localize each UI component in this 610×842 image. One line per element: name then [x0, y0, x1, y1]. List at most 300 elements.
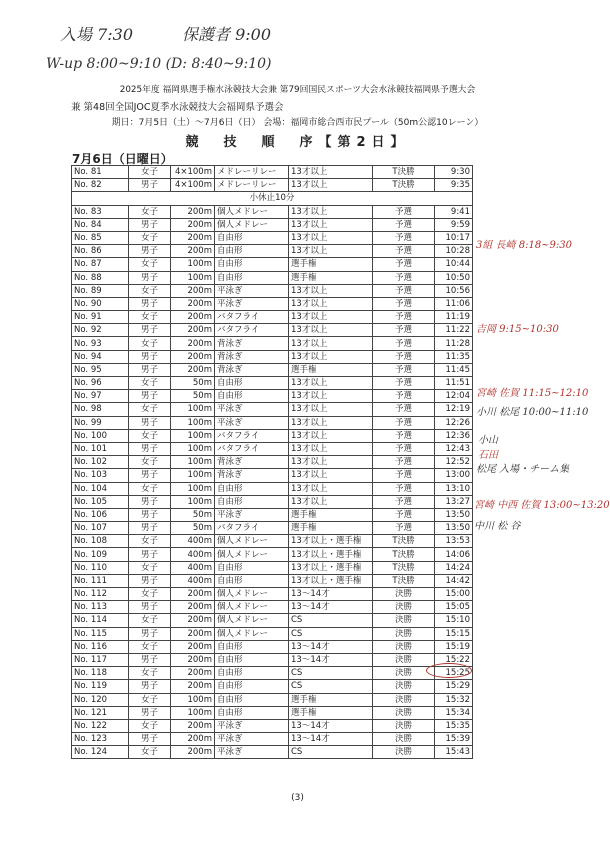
- start-time: 9:35: [435, 179, 473, 192]
- sex: 男子: [129, 390, 171, 403]
- stroke: 自由形: [215, 561, 289, 574]
- table-row: [72, 614, 473, 627]
- stroke: 個人メドレー: [215, 218, 289, 231]
- stroke: 平泳ぎ: [215, 733, 289, 746]
- distance: 100m: [171, 706, 215, 719]
- distance: 100m: [171, 258, 215, 271]
- start-time: 15:34: [435, 706, 473, 719]
- category: 13才以上: [289, 166, 373, 179]
- event-number: No. 100: [72, 429, 129, 442]
- sex: 女子: [129, 614, 171, 627]
- stroke: バタフライ: [215, 442, 289, 455]
- category: 13才以上・選手権: [289, 535, 373, 548]
- category: 13才以上: [289, 324, 373, 337]
- event-number: No. 85: [72, 231, 129, 244]
- category: 13才以上: [289, 337, 373, 350]
- round: 予選: [373, 416, 435, 429]
- category: 選手権: [289, 693, 373, 706]
- start-time: 9:30: [435, 166, 473, 179]
- category: CS: [289, 627, 373, 640]
- round: 予選: [373, 231, 435, 244]
- start-time: 15:05: [435, 601, 473, 614]
- category: 13才以上: [289, 284, 373, 297]
- table-row: [72, 522, 473, 535]
- start-time: 10:44: [435, 258, 473, 271]
- round: 決勝: [373, 693, 435, 706]
- event-number: No. 121: [72, 706, 129, 719]
- table-row: [72, 324, 473, 337]
- margin-note: 小山: [478, 435, 498, 446]
- distance: 400m: [171, 535, 215, 548]
- event-number: No. 114: [72, 614, 129, 627]
- start-time: 14:24: [435, 561, 473, 574]
- sex: 女子: [129, 561, 171, 574]
- round: 予選: [373, 245, 435, 258]
- round: 予選: [373, 205, 435, 218]
- event-number: No. 112: [72, 588, 129, 601]
- sex: 男子: [129, 508, 171, 521]
- distance: 200m: [171, 601, 215, 614]
- table-row: [72, 719, 473, 732]
- round: 予選: [373, 390, 435, 403]
- margin-note: 宮崎 佐賀 11:15~12:10: [476, 388, 589, 399]
- stroke: 個人メドレー: [215, 627, 289, 640]
- round: T決勝: [373, 561, 435, 574]
- stroke: 自由形: [215, 482, 289, 495]
- category: CS: [289, 614, 373, 627]
- stroke: 平泳ぎ: [215, 284, 289, 297]
- table-row: [72, 179, 473, 192]
- stroke: 個人メドレー: [215, 601, 289, 614]
- header-line-1: 2025年度 福岡県選手権水泳競技大会兼 第79回国民スポーツ大会水泳競技福岡県予選大会: [119, 85, 476, 95]
- distance: 200m: [171, 311, 215, 324]
- table-row: [72, 693, 473, 706]
- event-number: No. 101: [72, 442, 129, 455]
- table-row: [72, 363, 473, 376]
- start-time: 13:53: [435, 535, 473, 548]
- distance: 100m: [171, 429, 215, 442]
- schedule-table: [71, 165, 473, 759]
- stroke: 個人メドレー: [215, 535, 289, 548]
- stroke: 自由形: [215, 271, 289, 284]
- table-row: [72, 350, 473, 363]
- round: 決勝: [373, 719, 435, 732]
- sex: 男子: [129, 680, 171, 693]
- start-time: 11:28: [435, 337, 473, 350]
- event-number: No. 97: [72, 390, 129, 403]
- category: 13才以上: [289, 245, 373, 258]
- start-time: 15:19: [435, 640, 473, 653]
- start-time: 12:04: [435, 390, 473, 403]
- stroke: 個人メドレー: [215, 588, 289, 601]
- event-number: No. 94: [72, 350, 129, 363]
- start-time: 12:52: [435, 456, 473, 469]
- category: 13才以上: [289, 205, 373, 218]
- round: 予選: [373, 218, 435, 231]
- distance: 100m: [171, 469, 215, 482]
- category: 選手権: [289, 258, 373, 271]
- event-number: No. 117: [72, 653, 129, 666]
- stroke: 個人メドレー: [215, 614, 289, 627]
- sex: 女子: [129, 535, 171, 548]
- distance: 100m: [171, 693, 215, 706]
- stroke: 自由形: [215, 706, 289, 719]
- distance: 50m: [171, 522, 215, 535]
- stroke: 自由形: [215, 680, 289, 693]
- stroke: バタフライ: [215, 324, 289, 337]
- event-number: No. 110: [72, 561, 129, 574]
- table-row: [72, 535, 473, 548]
- round: 予選: [373, 377, 435, 390]
- event-number: No. 91: [72, 311, 129, 324]
- category: 13～14才: [289, 719, 373, 732]
- table-row: [72, 680, 473, 693]
- event-number: No. 103: [72, 469, 129, 482]
- distance: 100m: [171, 403, 215, 416]
- category: CS: [289, 680, 373, 693]
- event-number: No. 83: [72, 205, 129, 218]
- table-row: [72, 403, 473, 416]
- stroke: 平泳ぎ: [215, 416, 289, 429]
- table-row: [72, 429, 473, 442]
- start-time: 14:06: [435, 548, 473, 561]
- event-number: No. 96: [72, 377, 129, 390]
- stroke: バタフライ: [215, 311, 289, 324]
- event-number: No. 82: [72, 179, 129, 192]
- distance: 200m: [171, 640, 215, 653]
- round: 決勝: [373, 588, 435, 601]
- stroke: 平泳ぎ: [215, 508, 289, 521]
- stroke: 自由形: [215, 258, 289, 271]
- start-time: 15:32: [435, 693, 473, 706]
- stroke: 個人メドレー: [215, 548, 289, 561]
- header-line-2: 兼 第48回全国JOC夏季水泳競技大会福岡県予選会: [71, 102, 284, 113]
- round: 予選: [373, 363, 435, 376]
- event-number: No. 124: [72, 746, 129, 759]
- event-number: No. 105: [72, 495, 129, 508]
- round: T決勝: [373, 548, 435, 561]
- start-time: 12:26: [435, 416, 473, 429]
- circle-annotation: [426, 663, 472, 678]
- event-number: No. 123: [72, 733, 129, 746]
- start-time: 12:36: [435, 429, 473, 442]
- distance: 100m: [171, 271, 215, 284]
- start-time: 12:43: [435, 442, 473, 455]
- round: T決勝: [373, 535, 435, 548]
- stroke: 自由形: [215, 693, 289, 706]
- handwritten-entry-time: 入場 7:30: [60, 25, 134, 44]
- sex: 男子: [129, 601, 171, 614]
- header-line-3: 期日：7月5日（土）～7月6日（日） 会場：福岡市総合西市民プール（50m公認10レーン）: [111, 118, 484, 128]
- event-number: No. 118: [72, 667, 129, 680]
- sex: 男子: [129, 324, 171, 337]
- distance: 200m: [171, 245, 215, 258]
- distance: 100m: [171, 416, 215, 429]
- start-time: 15:15: [435, 627, 473, 640]
- start-time: 11:19: [435, 311, 473, 324]
- event-number: No. 111: [72, 574, 129, 587]
- distance: 200m: [171, 324, 215, 337]
- sex: 女子: [129, 284, 171, 297]
- start-time: 14:42: [435, 574, 473, 587]
- distance: 200m: [171, 218, 215, 231]
- start-time: 10:56: [435, 284, 473, 297]
- event-number: No. 119: [72, 680, 129, 693]
- break-label: 小休止10分: [72, 192, 473, 205]
- stroke: 自由形: [215, 574, 289, 587]
- table-row: [72, 653, 473, 666]
- round: 予選: [373, 271, 435, 284]
- round: 予選: [373, 297, 435, 310]
- start-time: 11:06: [435, 297, 473, 310]
- distance: 200m: [171, 363, 215, 376]
- event-number: No. 95: [72, 363, 129, 376]
- table-row: [72, 588, 473, 601]
- round: 決勝: [373, 680, 435, 693]
- round: 決勝: [373, 667, 435, 680]
- sex: 男子: [129, 363, 171, 376]
- round: T決勝: [373, 179, 435, 192]
- category: 13才以上: [289, 403, 373, 416]
- round: 決勝: [373, 614, 435, 627]
- category: 13才以上: [289, 495, 373, 508]
- table-row: [72, 205, 473, 218]
- round: 予選: [373, 482, 435, 495]
- distance: 200m: [171, 627, 215, 640]
- category: 13才以上: [289, 179, 373, 192]
- start-time: 13:10: [435, 482, 473, 495]
- stroke: 平泳ぎ: [215, 297, 289, 310]
- event-number: No. 92: [72, 324, 129, 337]
- category: 13才以上: [289, 416, 373, 429]
- stroke: バタフライ: [215, 429, 289, 442]
- sex: 男子: [129, 733, 171, 746]
- sex: 女子: [129, 258, 171, 271]
- distance: 200m: [171, 588, 215, 601]
- round: 予選: [373, 508, 435, 521]
- category: 13才以上: [289, 377, 373, 390]
- table-row: [72, 166, 473, 179]
- distance: 200m: [171, 680, 215, 693]
- stroke: 自由形: [215, 245, 289, 258]
- distance: 200m: [171, 719, 215, 732]
- table-row: [72, 284, 473, 297]
- start-time: 10:17: [435, 231, 473, 244]
- event-number: No. 106: [72, 508, 129, 521]
- stroke: 自由形: [215, 640, 289, 653]
- table-row: [72, 746, 473, 759]
- sex: 女子: [129, 337, 171, 350]
- table-row: [72, 416, 473, 429]
- category: CS: [289, 667, 373, 680]
- stroke: バタフライ: [215, 522, 289, 535]
- category: 13才以上: [289, 390, 373, 403]
- start-time: 13:27: [435, 495, 473, 508]
- round: 決勝: [373, 627, 435, 640]
- start-time: 10:50: [435, 271, 473, 284]
- category: 13才以上・選手権: [289, 561, 373, 574]
- round: 予選: [373, 403, 435, 416]
- start-time: 13:50: [435, 522, 473, 535]
- round: 予選: [373, 284, 435, 297]
- event-number: No. 98: [72, 403, 129, 416]
- round: 予選: [373, 495, 435, 508]
- round: 決勝: [373, 746, 435, 759]
- stroke: 背泳ぎ: [215, 350, 289, 363]
- table-row: [72, 640, 473, 653]
- start-time: 15:29: [435, 680, 473, 693]
- sex: 男子: [129, 627, 171, 640]
- distance: 200m: [171, 337, 215, 350]
- sex: 女子: [129, 231, 171, 244]
- round: 予選: [373, 456, 435, 469]
- round: T決勝: [373, 574, 435, 587]
- event-number: No. 107: [72, 522, 129, 535]
- table-row: [72, 627, 473, 640]
- table-row: [72, 574, 473, 587]
- category: 13～14才: [289, 640, 373, 653]
- event-number: No. 81: [72, 166, 129, 179]
- start-time: 15:22: [435, 653, 473, 666]
- table-row: [72, 231, 473, 244]
- category: 選手権: [289, 522, 373, 535]
- stroke: 背泳ぎ: [215, 363, 289, 376]
- table-row: [72, 218, 473, 231]
- sex: 女子: [129, 403, 171, 416]
- table-row: [72, 258, 473, 271]
- sex: 女子: [129, 429, 171, 442]
- category: 13才以上: [289, 231, 373, 244]
- distance: 4×100m: [171, 179, 215, 192]
- distance: 200m: [171, 297, 215, 310]
- start-time: 15:00: [435, 588, 473, 601]
- event-number: No. 116: [72, 640, 129, 653]
- event-number: No. 88: [72, 271, 129, 284]
- sex: 男子: [129, 218, 171, 231]
- category: 選手権: [289, 508, 373, 521]
- sex: 女子: [129, 456, 171, 469]
- sex: 女子: [129, 311, 171, 324]
- start-time: 12:19: [435, 403, 473, 416]
- category: 選手権: [289, 706, 373, 719]
- stroke: 自由形: [215, 231, 289, 244]
- sex: 男子: [129, 297, 171, 310]
- event-number: No. 86: [72, 245, 129, 258]
- table-row: [72, 482, 473, 495]
- stroke: 自由形: [215, 653, 289, 666]
- table-row: [72, 311, 473, 324]
- category: 13才以上: [289, 442, 373, 455]
- distance: 100m: [171, 495, 215, 508]
- table-row: [72, 337, 473, 350]
- handwritten-warmup-time: W-up 8:00~9:10 (D: 8:40~9:10): [46, 56, 272, 72]
- round: 決勝: [373, 733, 435, 746]
- category: 13才以上・選手権: [289, 548, 373, 561]
- round: 決勝: [373, 601, 435, 614]
- round: 予選: [373, 522, 435, 535]
- table-row: [72, 469, 473, 482]
- break-row: [72, 192, 473, 205]
- stroke: 個人メドレー: [215, 205, 289, 218]
- category: 13～14才: [289, 733, 373, 746]
- distance: 200m: [171, 653, 215, 666]
- event-number: No. 113: [72, 601, 129, 614]
- sex: 男子: [129, 522, 171, 535]
- start-time: 11:22: [435, 324, 473, 337]
- sex: 女子: [129, 588, 171, 601]
- round: T決勝: [373, 166, 435, 179]
- table-row: [72, 456, 473, 469]
- distance: 50m: [171, 508, 215, 521]
- sex: 男子: [129, 271, 171, 284]
- handwritten-guardian-time: 保護者 9:00: [182, 25, 272, 44]
- sex: 女子: [129, 377, 171, 390]
- table-row: [72, 271, 473, 284]
- start-time: 13:50: [435, 508, 473, 521]
- stroke: 背泳ぎ: [215, 469, 289, 482]
- event-number: No. 84: [72, 218, 129, 231]
- distance: 400m: [171, 561, 215, 574]
- stroke: 背泳ぎ: [215, 456, 289, 469]
- start-time: 11:45: [435, 363, 473, 376]
- category: 13才以上・選手権: [289, 574, 373, 587]
- stroke: 自由形: [215, 390, 289, 403]
- distance: 200m: [171, 733, 215, 746]
- category: 13才以上: [289, 350, 373, 363]
- round: 予選: [373, 258, 435, 271]
- page-heading: 競 技 順 序【第2日】: [185, 135, 410, 150]
- distance: 50m: [171, 377, 215, 390]
- event-number: No. 93: [72, 337, 129, 350]
- distance: 400m: [171, 574, 215, 587]
- distance: 400m: [171, 548, 215, 561]
- start-time: 15:25: [435, 667, 473, 680]
- start-time: 15:35: [435, 719, 473, 732]
- stroke: 自由形: [215, 495, 289, 508]
- event-number: No. 102: [72, 456, 129, 469]
- event-number: No. 115: [72, 627, 129, 640]
- category: 13才以上: [289, 297, 373, 310]
- start-time: 9:41: [435, 205, 473, 218]
- table-row: [72, 706, 473, 719]
- distance: 200m: [171, 231, 215, 244]
- distance: 100m: [171, 482, 215, 495]
- start-time: 11:51: [435, 377, 473, 390]
- category: CS: [289, 746, 373, 759]
- sex: 女子: [129, 746, 171, 759]
- table-row: [72, 548, 473, 561]
- sex: 男子: [129, 574, 171, 587]
- table-row: [72, 377, 473, 390]
- event-number: No. 108: [72, 535, 129, 548]
- stroke: 平泳ぎ: [215, 403, 289, 416]
- table-row: [72, 561, 473, 574]
- round: 決勝: [373, 640, 435, 653]
- distance: 100m: [171, 442, 215, 455]
- event-number: No. 109: [72, 548, 129, 561]
- start-time: 15:39: [435, 733, 473, 746]
- stroke: 平泳ぎ: [215, 746, 289, 759]
- round: 予選: [373, 469, 435, 482]
- stroke: 背泳ぎ: [215, 337, 289, 350]
- category: 選手権: [289, 271, 373, 284]
- table-row: [72, 245, 473, 258]
- stroke: 自由形: [215, 377, 289, 390]
- margin-note: 中川 松 谷: [474, 521, 521, 532]
- margin-note: 吉岡 9:15~10:30: [476, 324, 559, 335]
- day-label: 7月6日（日曜日）: [72, 152, 173, 166]
- table-row: [72, 390, 473, 403]
